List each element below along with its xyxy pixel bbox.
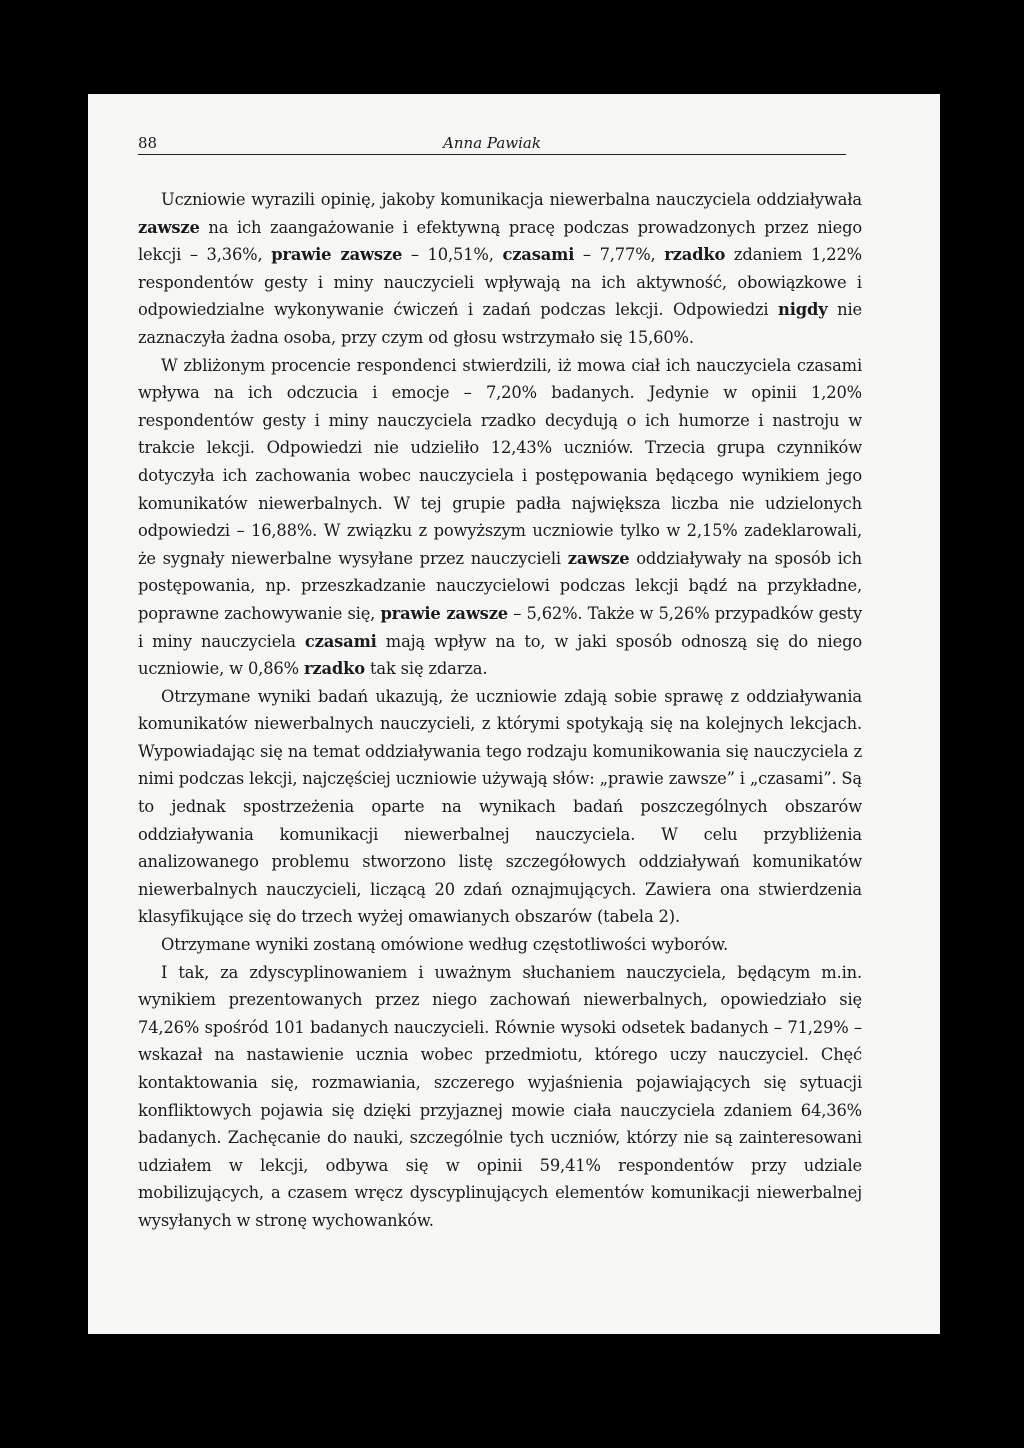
paragraph: I tak, za zdyscyplinowaniem i uważnym słuchaniem nauczyciela, będącym m.in. wynikiem prezentowanych przez niego zachowań niewerbalnych, opowiedziało się 74,26% spośród 101 badanych nauczycieli. Równie wysoki odsetek badanych – 71,29% – wskazał na nastawienie ucznia wobec przedmiotu, którego uczy nauczyciel. Chęć kontaktowania się, rozmawiania, szczerego wyjaśnienia pojawiających się sytuacji konfliktowych pojawia się dzięki przyjaznej mowie ciała nauczyciela zdaniem 64,36% badanych. Zachęcanie do nauki, szczególnie tych uczniów, którzy nie są zainteresowani udziałem w lekcji, odbywa się w opinii 59,41% respondentów przy udziale mobilizujących, a czasem wręcz dyscyplinujących elementów komunikacji niewerbalnej wysyłanych w stronę wychowanków. (138, 962, 862, 1230)
document-page (88, 94, 940, 1334)
page-header (138, 134, 846, 155)
paragraph: Uczniowie wyrazili opinię, jakoby komunikacja niewerbalna nauczyciela oddziaływała zawsze na ich zaangażowanie i efektywną pracę podczas prowadzonych przez niego lekcji – 3,36%, prawie zawsze – 10,51%, czasami – 7,77%, rzadko zdaniem 1,22% respondentów gesty i miny nauczycieli wpływają na ich aktywność, obowiązkowe i odpowiedzialne wykonywanie ćwiczeń i zadań podczas lekcji. Odpowiedzi nigdy nie zaznaczyła żadna osoba, przy czym od głosu wstrzymało się 15,60%. (138, 190, 862, 347)
paragraph: Otrzymane wyniki zostaną omówione według częstotliwości wyborów. (161, 935, 729, 955)
running-head: Anna Pawiak (443, 134, 541, 152)
body-text (138, 186, 862, 1235)
page-number: 88 (138, 134, 158, 152)
paragraph: Otrzymane wyniki badań ukazują, że uczniowie zdają sobie sprawę z oddziaływania komunikatów niewerbalnych nauczycieli, z którymi spotykają się na kolejnych lekcjach. Wypowiadając się na temat oddziaływania tego rodzaju komunikowania się nauczyciela z nimi podczas lekcji, najczęściej uczniowie używają słów: „prawie zawsze” i „czasami”. Są to jednak spostrzeżenia oparte na wynikach badań poszczególnych obszarów oddziaływania komunikacji niewerbalnej nauczyciela. W celu przybliżenia analizowanego problemu stworzono listę szczegółowych oddziaływań komunikatów niewerbalnych nauczycieli, liczącą 20 zdań oznajmujących. Zawiera ona stwierdzenia klasyfikujące się do trzech wyżej omawianych obszarów (tabela 2). (138, 686, 862, 927)
paragraph: W zbliżonym procencie respondenci stwierdzili, iż mowa ciał ich nauczyciela czasami wpływa na ich odczucia i emocje – 7,20% badanych. Jedynie w opinii 1,20% respondentów gesty i miny nauczyciela rzadko decydują o ich humorze i nastroju w trakcie lekcji. Odpowiedzi nie udzieliło 12,43% uczniów. Trzecia grupa czynników dotyczyła ich zachowania wobec nauczyciela i postępowania będącego wynikiem jego komunikatów niewerbalnych. W tej grupie padła największa liczba nie udzielonych odpowiedzi – 16,88%. W związku z powyższym uczniowie tylko w 2,15% zadeklarowali, że sygnały niewerbalne wysyłane przez nauczycieli zawsze oddziaływały na sposób ich postępowania, np. przeszkadzanie nauczycielowi podczas lekcji bądź na przykładne, poprawne zachowywanie się, prawie zawsze – 5,62%. Także w 5,26% przypadków gesty i miny nauczyciela czasami mają wpływ na to, w jaki sposób odnoszą się do niego uczniowie, w 0,86% rzadko tak się zdarza. (138, 355, 863, 679)
